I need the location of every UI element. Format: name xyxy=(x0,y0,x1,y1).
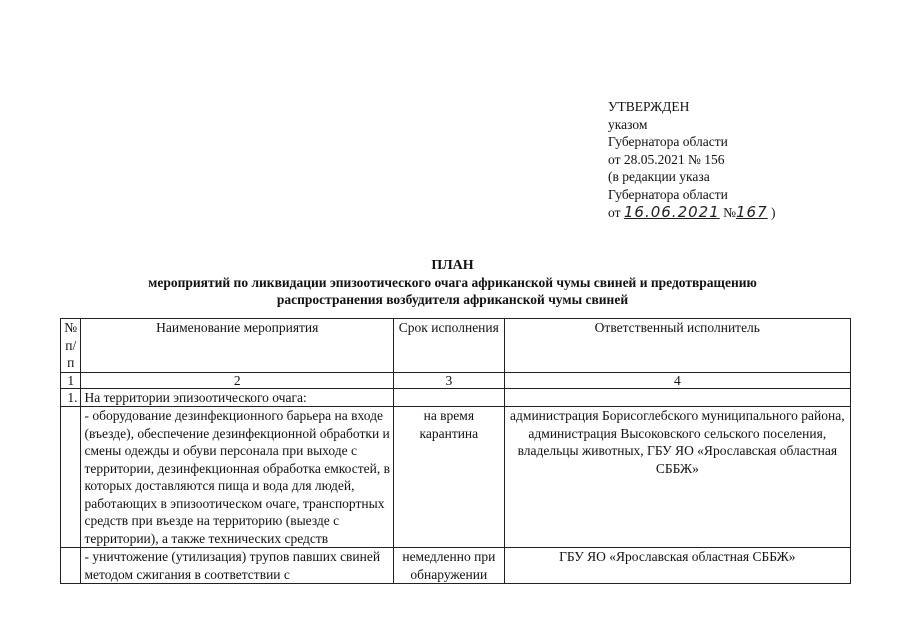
header-responsible: Ответственный исполнитель xyxy=(504,319,850,373)
handwritten-date: 16.06.2021 xyxy=(623,202,720,221)
revision-suffix: ) xyxy=(771,204,776,220)
title-subtitle-line-2: распространения возбудителя африканской чумы свиней xyxy=(276,292,629,307)
title-subtitle-line-1: мероприятий по ликвидации эпизоотического очага африканской чумы свиней и предотвращению xyxy=(148,275,757,290)
row-activity: На территории эпизоотического очага: xyxy=(81,388,394,407)
row-number xyxy=(61,548,81,584)
column-number-row xyxy=(61,372,851,388)
header-deadline: Срок исполнения xyxy=(394,319,505,373)
column-number: 2 xyxy=(81,372,394,388)
approval-line-revision-date xyxy=(608,204,776,222)
approval-line-governor: Губернатора области xyxy=(608,134,728,150)
row-responsible xyxy=(504,388,850,407)
plan-table xyxy=(60,318,851,584)
table-row xyxy=(61,548,851,584)
approval-line-revision: (в редакции указа xyxy=(608,169,710,185)
column-number: 3 xyxy=(394,372,505,388)
revision-number-sign: № xyxy=(723,204,737,220)
row-responsible: ГБУ ЯО «Ярославская областная СББЖ» xyxy=(504,548,850,584)
table-header-row xyxy=(61,319,851,373)
row-deadline xyxy=(394,388,505,407)
row-number xyxy=(61,407,81,548)
approval-line-governor-2: Губернатора области xyxy=(608,186,728,202)
approval-line-date-number: от 28.05.2021 № 156 xyxy=(608,151,725,167)
column-number: 1 xyxy=(61,372,81,388)
row-deadline: на время карантина xyxy=(394,407,505,548)
row-activity: - уничтожение (утилизация) трупов павших свиней методом сжигания в соответствии с xyxy=(81,548,394,584)
row-deadline: немедленно при обнаружении xyxy=(394,548,505,584)
table-row xyxy=(61,407,851,548)
header-activity: Наименование мероприятия xyxy=(81,319,394,373)
approval-line-decree: указом xyxy=(608,116,648,132)
column-number: 4 xyxy=(504,372,850,388)
page-title: ПЛАН xyxy=(431,258,474,273)
row-responsible: администрация Борисоглебского муниципального района, администрация Высоковского сельского поселения, владельцы животных, ГБУ ЯО «Ярославская областная СББЖ» xyxy=(504,407,850,548)
table-row xyxy=(61,388,851,407)
revision-prefix: от xyxy=(608,204,621,220)
approval-line-approved: УТВЕРЖДЕН xyxy=(608,99,690,114)
handwritten-number: 167 xyxy=(736,202,768,221)
row-activity: - оборудование дезинфекционного барьера на входе (въезде), обеспечение дезинфекционной обработки и смены одежды и обуви персонала при выходе с территории, дезинфекционная обработка емкостей, в которых доставляются пища и вода для людей, работающих в эпизоотическом очаге, транспортных средств при въезде на территорию (выезде с территории), а также технических средств xyxy=(81,407,394,548)
header-number: № п/п xyxy=(61,319,81,373)
row-number: 1. xyxy=(61,388,81,407)
approval-stamp xyxy=(608,98,776,221)
